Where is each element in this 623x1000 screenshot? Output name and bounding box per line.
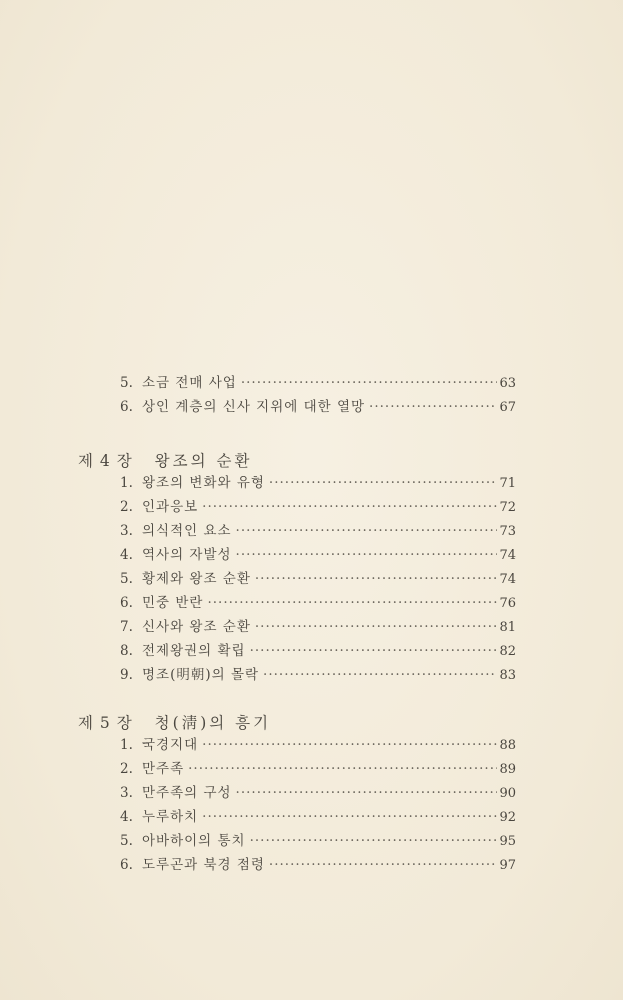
dot-leader <box>202 806 497 828</box>
toc-entry-number: 1. <box>120 475 133 491</box>
toc-entry <box>120 568 516 590</box>
toc-entry-number: 2. <box>120 761 133 777</box>
toc-entry-title: 소금 전매 사업 <box>142 375 237 391</box>
toc-entry <box>120 616 516 638</box>
toc-entry-number: 6. <box>120 595 133 611</box>
toc-entry-title: 국경지대 <box>142 737 199 753</box>
dot-leader <box>202 734 497 756</box>
dot-leader <box>241 372 498 394</box>
toc-entry-page: 88 <box>499 738 516 753</box>
dot-leader <box>207 592 497 614</box>
toc-entry-page: 73 <box>499 524 516 539</box>
toc-entry-title: 명조(明朝)의 몰락 <box>142 667 260 683</box>
toc-entry-number: 6. <box>120 399 133 415</box>
chapter-heading <box>78 448 252 474</box>
toc-entry-page: 74 <box>499 572 516 587</box>
toc-entry <box>120 806 516 828</box>
dot-leader <box>269 472 498 494</box>
chapter-label: 제 4 장 <box>78 452 133 470</box>
toc-entry-page: 72 <box>499 500 516 515</box>
toc-entry-page: 76 <box>499 596 516 611</box>
toc-entry-title: 인과응보 <box>142 499 199 515</box>
toc-entry-page: 67 <box>499 400 516 415</box>
toc-entry-number: 7. <box>120 619 133 635</box>
dot-leader <box>236 782 498 804</box>
toc-entry <box>120 544 516 566</box>
toc-entry <box>120 830 516 852</box>
toc-entry-page: 63 <box>499 376 516 391</box>
toc-entry-title: 신사와 왕조 순환 <box>142 619 251 635</box>
chapter-title: 왕조의 순환 <box>154 452 253 470</box>
toc-entry-page: 89 <box>499 762 516 777</box>
toc-entry <box>120 782 516 804</box>
toc-entry <box>120 640 516 662</box>
toc-entry-title: 만주족 <box>142 761 185 777</box>
toc-entry-title: 전제왕권의 확립 <box>142 643 246 659</box>
dot-leader <box>369 396 497 418</box>
toc-entry-number: 8. <box>120 643 133 659</box>
toc-entry-title: 누루하치 <box>142 809 199 825</box>
chapter-label: 제 5 장 <box>78 714 133 732</box>
toc-entry-page: 83 <box>499 668 516 683</box>
toc-entry <box>120 734 516 756</box>
toc-entry-title: 아바하이의 통치 <box>142 833 246 849</box>
dot-leader <box>250 830 498 852</box>
toc-entry <box>120 664 516 686</box>
dot-leader <box>263 664 497 686</box>
toc-entry-page: 97 <box>499 858 516 873</box>
dot-leader <box>255 616 498 638</box>
toc-entry <box>120 758 516 780</box>
dot-leader <box>202 496 497 518</box>
toc-entry-number: 3. <box>120 785 133 801</box>
dot-leader <box>188 758 497 780</box>
toc-entry-title: 상인 계층의 신사 지위에 대한 열망 <box>142 399 366 415</box>
toc-entry <box>120 520 516 542</box>
toc-entry-page: 71 <box>499 476 516 491</box>
toc-entry <box>120 592 516 614</box>
toc-entry-title: 황제와 왕조 순환 <box>142 571 251 587</box>
toc-entry-number: 5. <box>120 571 133 587</box>
toc-entry-number: 3. <box>120 523 133 539</box>
dot-leader <box>236 544 498 566</box>
toc-entry-number: 6. <box>120 857 133 873</box>
toc-entry-page: 92 <box>499 810 516 825</box>
toc-entry-page: 90 <box>499 786 516 801</box>
toc-entry-number: 5. <box>120 375 133 391</box>
toc-entry <box>120 372 516 394</box>
toc-entry <box>120 472 516 494</box>
dot-leader <box>255 568 498 590</box>
toc-entry <box>120 854 516 876</box>
toc-entry-number: 9. <box>120 667 133 683</box>
toc-entry <box>120 496 516 518</box>
toc-entry-title: 의식적인 요소 <box>142 523 232 539</box>
toc-entry-number: 5. <box>120 833 133 849</box>
toc-entry-title: 역사의 자발성 <box>142 547 232 563</box>
toc-entry-page: 82 <box>499 644 516 659</box>
chapter-title: 청(淸)의 흥기 <box>154 714 272 732</box>
dot-leader <box>250 640 498 662</box>
toc-entry-title: 민중 반란 <box>142 595 204 611</box>
dot-leader <box>236 520 498 542</box>
toc-entry-page: 95 <box>499 834 516 849</box>
toc-entry-number: 4. <box>120 809 133 825</box>
toc-entry-number: 2. <box>120 499 133 515</box>
toc-entry-title: 만주족의 구성 <box>142 785 232 801</box>
toc-entry <box>120 396 516 418</box>
toc-entry-number: 4. <box>120 547 133 563</box>
dot-leader <box>269 854 498 876</box>
toc-entry-page: 81 <box>499 620 516 635</box>
toc-entry-page: 74 <box>499 548 516 563</box>
toc-entry-title: 도루곤과 북경 점령 <box>142 857 265 873</box>
toc-entry-title: 왕조의 변화와 유형 <box>142 475 265 491</box>
toc-entry-number: 1. <box>120 737 133 753</box>
chapter-heading <box>78 710 271 736</box>
